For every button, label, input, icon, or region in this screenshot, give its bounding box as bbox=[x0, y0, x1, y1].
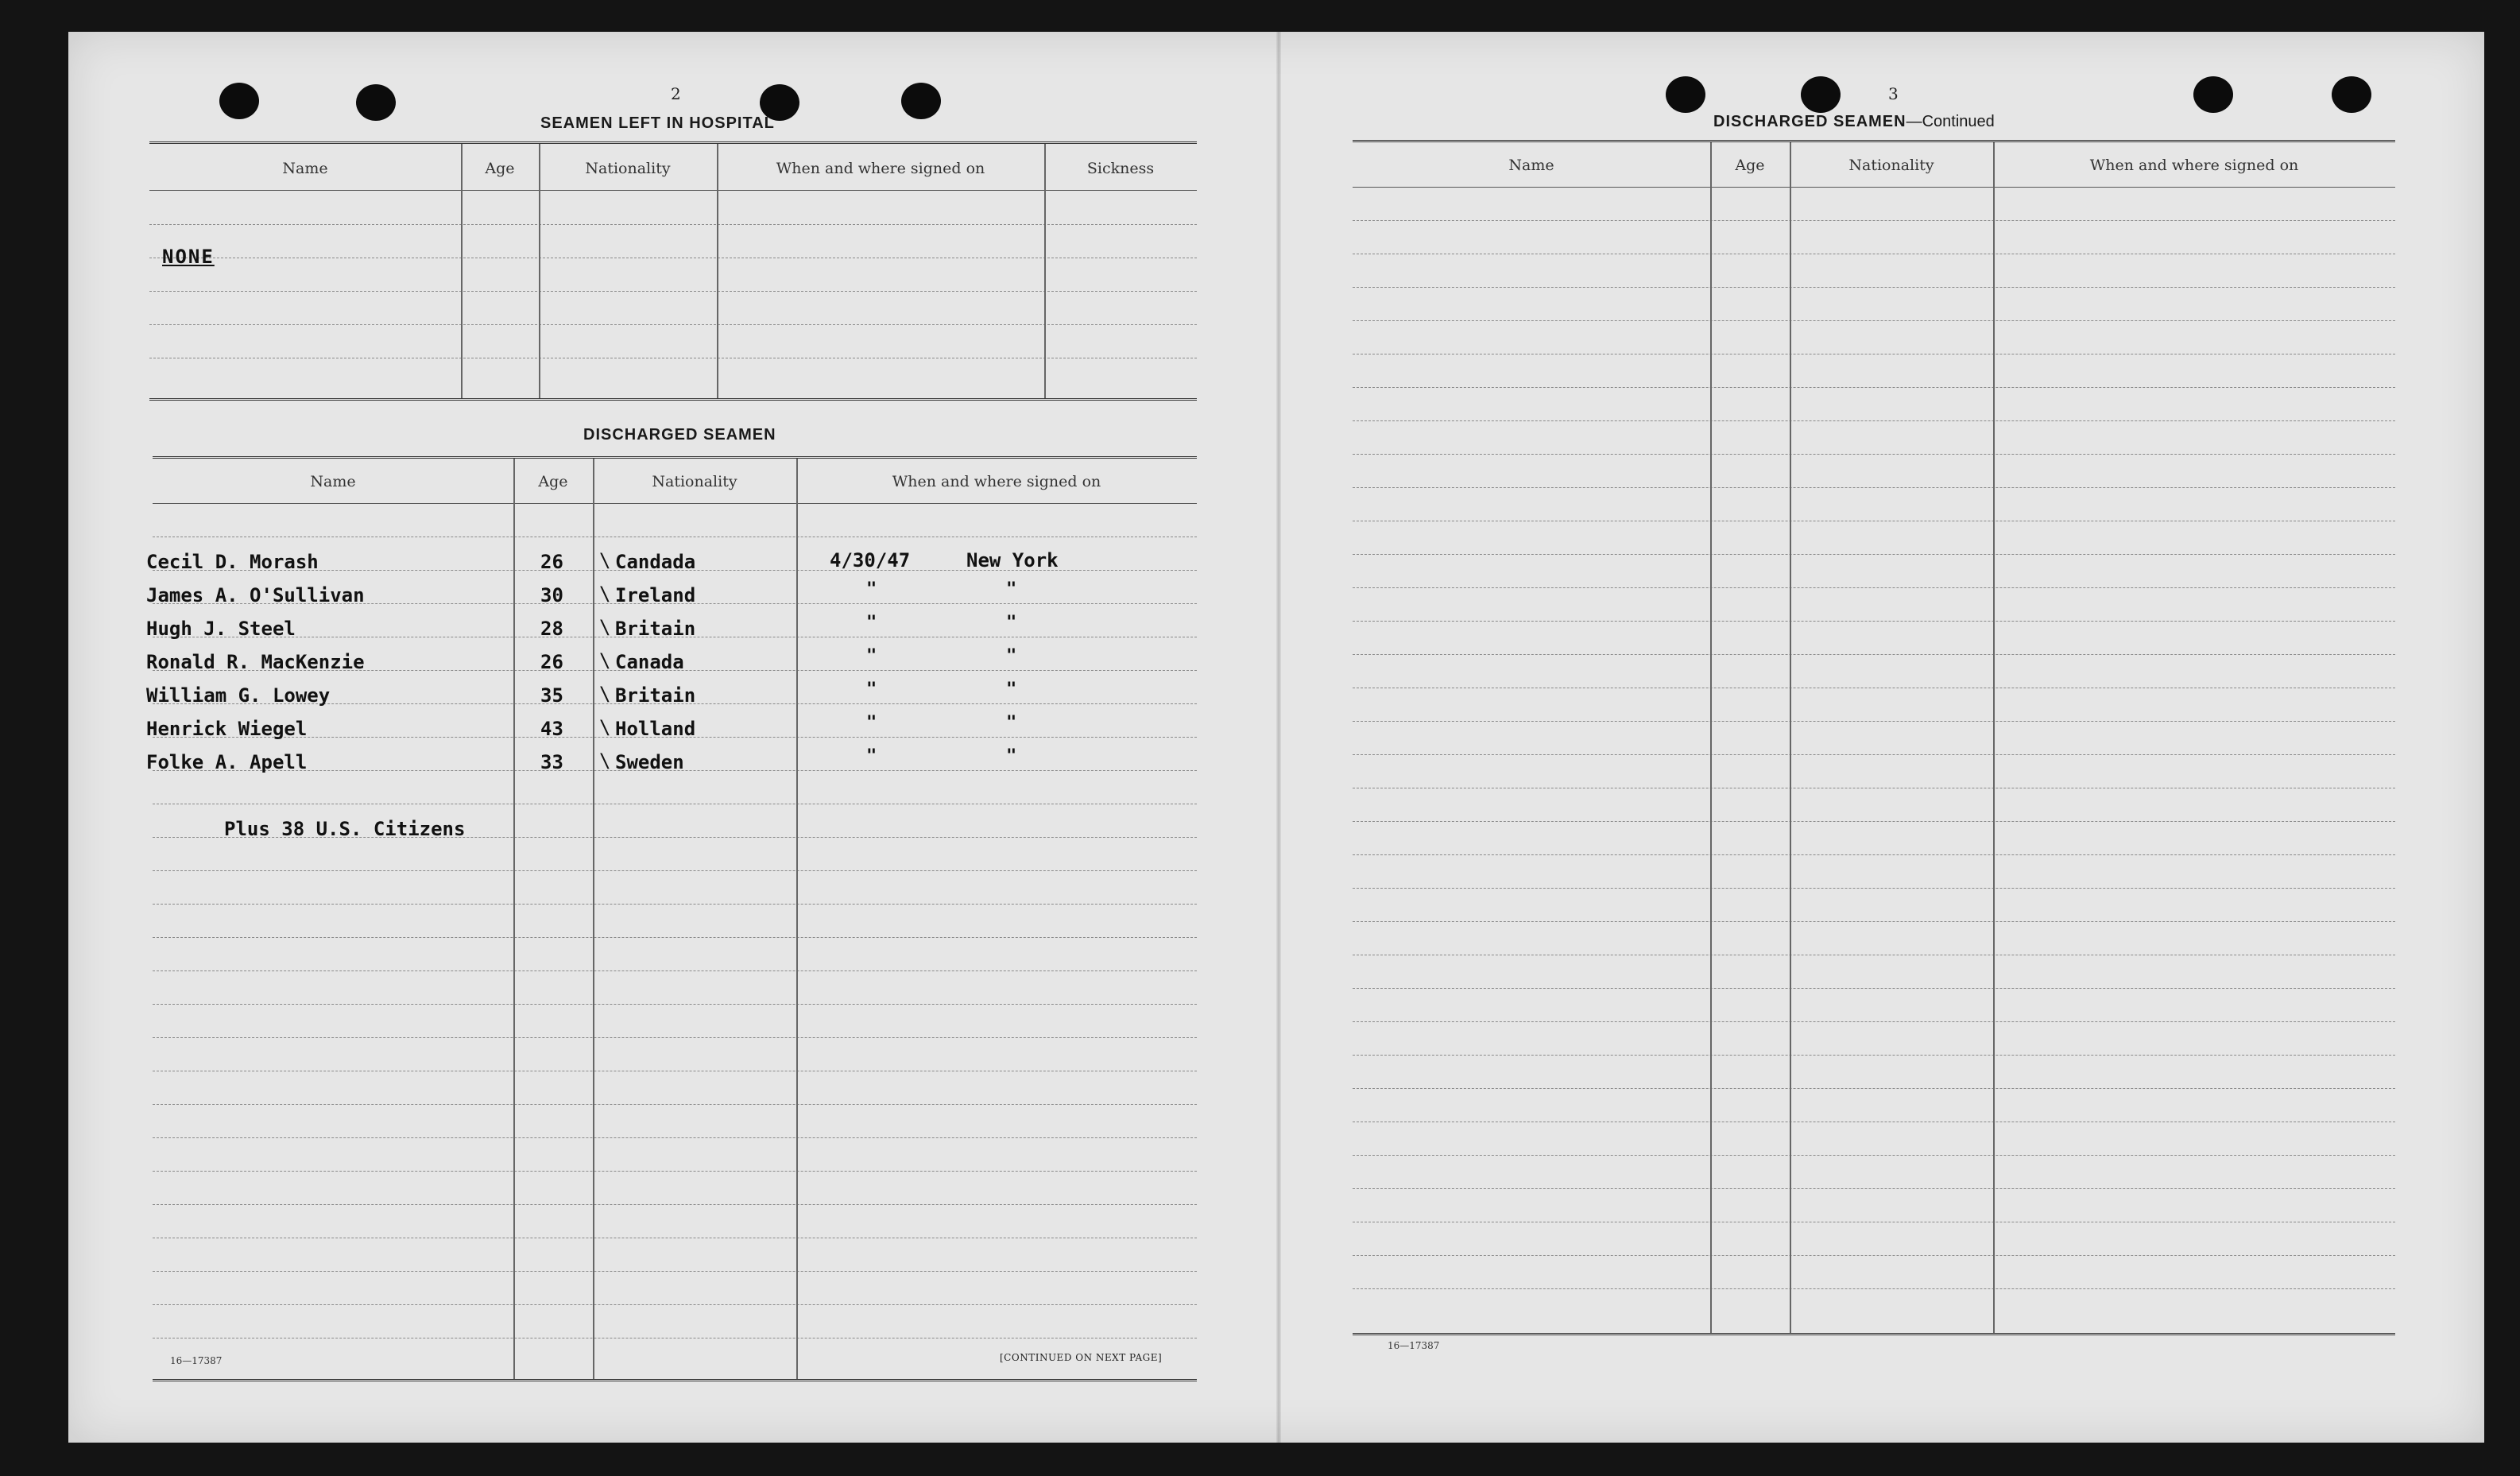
row-rule bbox=[1353, 988, 2395, 989]
signed-on-date: 4/30/47 bbox=[830, 549, 911, 571]
ditto-mark: " bbox=[1006, 746, 1017, 766]
check-mark-icon: \ bbox=[599, 716, 611, 738]
document-sheet bbox=[68, 32, 2484, 1443]
row-rule bbox=[1353, 554, 2395, 555]
center-fold bbox=[1276, 32, 1281, 1443]
row-rule bbox=[153, 1171, 1197, 1172]
hospital-header-name: Name bbox=[282, 160, 328, 177]
row-rule bbox=[1353, 888, 2395, 889]
column-rule bbox=[1710, 142, 1712, 1333]
seaman-nationality: Candada bbox=[615, 551, 696, 573]
row-rule bbox=[1353, 420, 2395, 421]
hospital-header-age: Age bbox=[485, 160, 515, 177]
row-rule bbox=[1353, 1021, 2395, 1022]
left-form-number: 16—17387 bbox=[170, 1355, 223, 1366]
column-rule bbox=[539, 144, 540, 398]
row-rule bbox=[153, 937, 1197, 938]
row-rule bbox=[153, 1037, 1197, 1038]
seaman-name: Cecil D. Morash bbox=[146, 551, 319, 573]
punch-hole bbox=[901, 83, 941, 119]
signed-on-place: New York bbox=[966, 549, 1059, 571]
header-rule bbox=[1353, 187, 2395, 188]
ditto-mark: " bbox=[866, 680, 877, 699]
column-rule bbox=[1044, 144, 1046, 398]
seaman-age: 26 bbox=[540, 551, 563, 573]
seaman-nationality: Canada bbox=[615, 651, 684, 673]
continued-header-age: Age bbox=[1735, 157, 1765, 174]
hospital-table bbox=[149, 141, 1197, 401]
row-rule bbox=[1353, 487, 2395, 488]
column-rule bbox=[1993, 142, 1995, 1333]
row-rule bbox=[153, 970, 1197, 971]
check-mark-icon: \ bbox=[599, 750, 611, 772]
check-mark-icon: \ bbox=[599, 549, 611, 571]
check-mark-icon: \ bbox=[599, 683, 611, 705]
ditto-mark: " bbox=[1006, 579, 1017, 599]
seaman-nationality: Britain bbox=[615, 684, 696, 707]
hospital-header-signed-on: When and where signed on bbox=[776, 160, 985, 177]
right-page-number: 3 bbox=[1888, 84, 1899, 103]
row-rule bbox=[153, 1204, 1197, 1205]
continued-header-nationality: Nationality bbox=[1848, 157, 1934, 174]
right-section-title-suffix: —Continued bbox=[1906, 113, 1995, 130]
seaman-nationality: Ireland bbox=[615, 584, 696, 606]
punch-hole bbox=[2193, 76, 2233, 113]
ditto-mark: " bbox=[1006, 646, 1017, 666]
ditto-mark: " bbox=[1006, 680, 1017, 699]
hospital-header-sickness: Sickness bbox=[1086, 160, 1155, 177]
punch-hole bbox=[219, 83, 259, 119]
row-rule bbox=[1353, 220, 2395, 221]
seaman-name: James A. O'Sullivan bbox=[146, 584, 365, 606]
ditto-mark: " bbox=[866, 646, 877, 666]
left-page-number: 2 bbox=[671, 84, 681, 103]
row-rule bbox=[153, 1271, 1197, 1272]
row-rule bbox=[1353, 1055, 2395, 1056]
row-rule bbox=[153, 1304, 1197, 1305]
hospital-section-title: SEAMEN LEFT IN HOSPITAL bbox=[540, 114, 775, 132]
seaman-age: 43 bbox=[540, 718, 563, 740]
row-rule bbox=[1353, 654, 2395, 655]
check-mark-icon: \ bbox=[599, 649, 611, 672]
seaman-nationality: Britain bbox=[615, 618, 696, 640]
row-rule bbox=[149, 224, 1197, 225]
seaman-age: 35 bbox=[540, 684, 563, 707]
seaman-name: Hugh J. Steel bbox=[146, 618, 296, 640]
seaman-age: 33 bbox=[540, 751, 563, 773]
row-rule bbox=[1353, 721, 2395, 722]
punch-hole bbox=[1801, 76, 1841, 113]
right-form-number: 16—17387 bbox=[1388, 1340, 1440, 1351]
seaman-name: Henrick Wiegel bbox=[146, 718, 308, 740]
row-rule bbox=[1353, 320, 2395, 321]
punch-hole bbox=[2332, 76, 2371, 113]
discharged-header-age: Age bbox=[538, 473, 568, 490]
row-rule bbox=[149, 291, 1197, 292]
row-rule bbox=[1353, 1088, 2395, 1089]
row-rule bbox=[1353, 1288, 2395, 1289]
seaman-age: 30 bbox=[540, 584, 563, 606]
check-mark-icon: \ bbox=[599, 616, 611, 638]
column-rule bbox=[593, 459, 594, 1379]
discharged-header-nationality: Nationality bbox=[652, 473, 737, 490]
seaman-nationality: Holland bbox=[615, 718, 696, 740]
row-rule bbox=[1353, 454, 2395, 455]
discharged-header-signed-on: When and where signed on bbox=[892, 473, 1101, 490]
row-rule bbox=[153, 1004, 1197, 1005]
row-rule bbox=[153, 870, 1197, 871]
row-rule bbox=[1353, 854, 2395, 855]
discharged-header-name: Name bbox=[310, 473, 356, 490]
row-rule bbox=[153, 1137, 1197, 1138]
ditto-mark: " bbox=[1006, 713, 1017, 733]
check-mark-icon: \ bbox=[599, 583, 611, 605]
punch-hole bbox=[1666, 76, 1705, 113]
continued-header-signed-on: When and where signed on bbox=[2089, 157, 2299, 174]
continued-notice: [CONTINUED ON NEXT PAGE] bbox=[1000, 1352, 1163, 1363]
row-rule bbox=[1353, 1255, 2395, 1256]
discharged-section-title: DISCHARGED SEAMEN bbox=[583, 426, 776, 444]
row-rule bbox=[149, 324, 1197, 325]
seaman-name: William G. Lowey bbox=[146, 684, 331, 707]
row-rule bbox=[1353, 754, 2395, 755]
row-rule bbox=[153, 1104, 1197, 1105]
hospital-entry-none: NONE bbox=[162, 246, 215, 268]
column-rule bbox=[513, 459, 515, 1379]
ditto-mark: " bbox=[866, 713, 877, 733]
row-rule bbox=[153, 904, 1197, 905]
ditto-mark: " bbox=[1006, 613, 1017, 633]
discharged-continued-table bbox=[1353, 140, 2395, 1335]
seaman-age: 26 bbox=[540, 651, 563, 673]
right-section-title bbox=[1713, 113, 1995, 131]
row-rule bbox=[1353, 1155, 2395, 1156]
header-rule bbox=[149, 190, 1197, 191]
seaman-age: 28 bbox=[540, 618, 563, 640]
continued-header-name: Name bbox=[1508, 157, 1554, 174]
hospital-header-nationality: Nationality bbox=[585, 160, 671, 177]
row-rule bbox=[1353, 821, 2395, 822]
seaman-nationality: Sweden bbox=[615, 751, 684, 773]
column-rule bbox=[1790, 142, 1791, 1333]
discharged-table bbox=[146, 456, 1197, 1381]
ditto-mark: " bbox=[866, 613, 877, 633]
seaman-name: Ronald R. MacKenzie bbox=[146, 651, 365, 673]
row-rule bbox=[1353, 387, 2395, 388]
header-rule bbox=[153, 503, 1197, 504]
row-rule bbox=[1353, 587, 2395, 588]
row-rule bbox=[1353, 621, 2395, 622]
citizens-note: Plus 38 U.S. Citizens bbox=[224, 818, 466, 840]
punch-hole bbox=[356, 84, 396, 121]
seaman-name: Folke A. Apell bbox=[146, 751, 308, 773]
column-rule bbox=[796, 459, 798, 1379]
row-rule bbox=[1353, 1188, 2395, 1189]
ditto-mark: " bbox=[866, 746, 877, 766]
column-rule bbox=[461, 144, 463, 398]
column-rule bbox=[717, 144, 718, 398]
right-section-title-text: DISCHARGED SEAMEN bbox=[1713, 113, 1906, 130]
row-rule bbox=[1353, 287, 2395, 288]
ditto-mark: " bbox=[866, 579, 877, 599]
row-rule bbox=[1353, 921, 2395, 922]
